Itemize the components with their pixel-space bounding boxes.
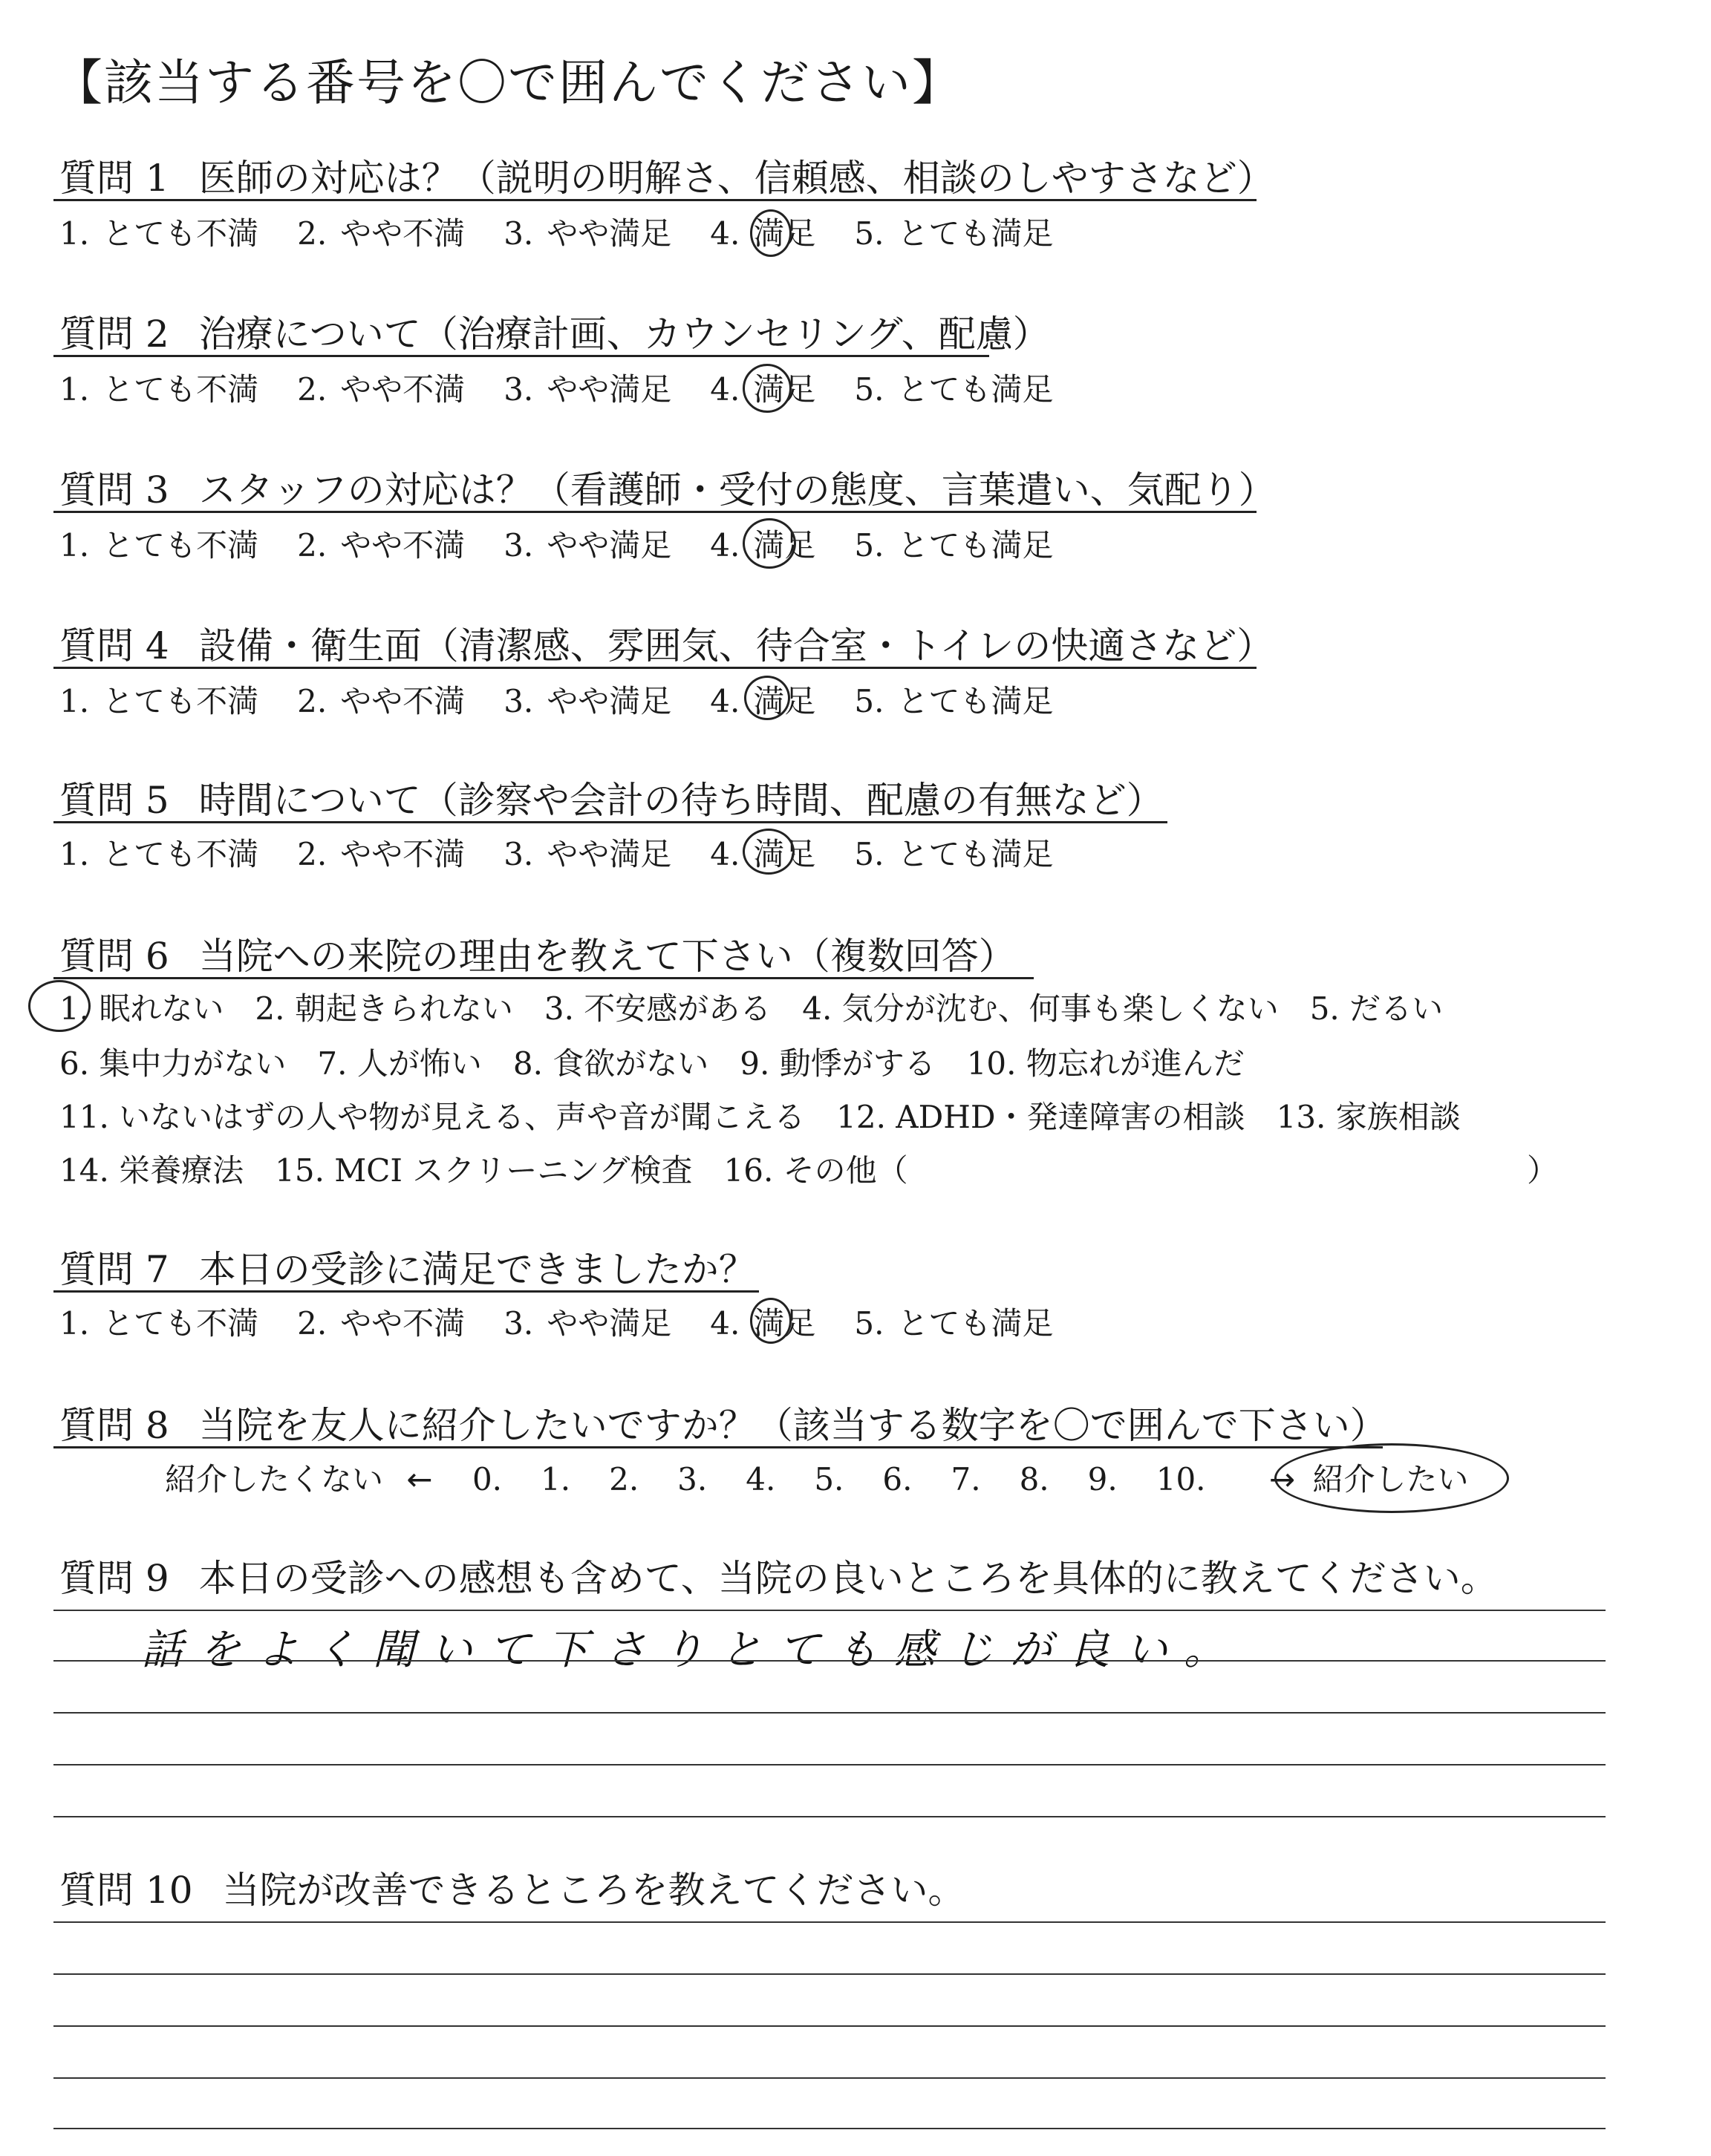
scale-option-number[interactable]: 4. [710,683,740,719]
question-4-text: 設備・衛生面（清潔感、雰囲気、待合室・トイレの快適さなど） [198,624,1274,667]
question-9-number: 質問 9 [59,1557,169,1600]
scale-option-label: 満足 [753,1305,816,1342]
scale-option-label: やや不満 [340,371,466,408]
answer-line [53,2077,1606,2079]
question-9 [59,1549,1498,1602]
scale-option-number[interactable]: 5. [854,371,884,408]
scale-option-label: やや満足 [547,527,672,564]
question-2-number: 質問 2 [59,313,169,356]
question-6-other-close: ） [1527,1152,1559,1189]
scale-option-label: 満足 [753,836,816,872]
question-10 [59,1861,965,1914]
scale-option-number[interactable]: 4. [710,371,740,408]
scale-option-label: とても満足 [897,527,1054,564]
scale-option-number[interactable]: 3. [503,371,534,408]
scale-option-label: やや不満 [340,215,466,252]
question-2-text: 治療について（治療計画、カウンセリング、配慮） [198,313,1050,356]
question-5 [59,771,1164,824]
question-3-number: 質問 3 [59,468,169,512]
question-8-scale-value[interactable]: 9. [1087,1461,1118,1497]
question-8-left-label: 紹介したくない [165,1461,384,1497]
scale-option-label: とても不満 [102,1305,259,1342]
scale-option-label: とても不満 [102,527,259,564]
scale-option-number[interactable]: 5. [854,527,884,564]
question-6 [59,927,1016,980]
question-8 [59,1396,1387,1449]
answer-line [53,1610,1606,1611]
scale-option-number[interactable]: 2. [297,215,327,252]
scale-option-number[interactable]: 3. [503,1305,534,1342]
question-5-underline [53,821,1167,823]
question-8-scale-value[interactable]: 2. [609,1461,639,1497]
question-1-answer-circle [750,209,792,257]
scale-option-label: やや満足 [547,215,672,252]
scale-option-number[interactable]: 1. [59,683,90,719]
scale-option-number[interactable]: 4. [710,836,740,872]
question-2-scale[interactable] [59,365,1092,410]
scale-option-label: とても不満 [102,215,259,252]
question-2-underline [53,355,989,357]
question-8-scale-value[interactable]: 1. [541,1461,571,1497]
scale-option-number[interactable]: 3. [503,836,534,872]
question-8-underline [53,1446,1383,1448]
scale-option-number[interactable]: 1. [59,1305,90,1342]
scale-option-label: とても満足 [897,215,1054,252]
question-4-underline [53,667,1257,669]
question-2-answer-circle [743,364,792,413]
answer-line [53,2128,1606,2129]
scale-option-label: とても不満 [102,371,259,408]
question-8-scale-value[interactable]: 8. [1019,1461,1049,1497]
scale-option-label: やや不満 [340,836,466,872]
question-7-answer-circle [750,1298,792,1344]
question-7-number: 質問 7 [59,1248,169,1291]
scale-option-label: とても満足 [897,683,1054,719]
question-7 [59,1240,756,1293]
question-7-scale[interactable] [59,1299,1092,1344]
question-8-scale-value[interactable]: 7. [951,1461,981,1497]
right-arrow-icon: → [1268,1461,1296,1497]
question-6-text: 当院への来院の理由を教えて下さい（複数回答） [198,935,1016,978]
scale-option-number[interactable]: 2. [297,836,327,872]
scale-option-number[interactable]: 4. [710,215,740,252]
question-8-scale-value[interactable]: 5. [814,1461,844,1497]
answer-line [53,1816,1606,1817]
question-8-scale-value[interactable]: 6. [882,1461,913,1497]
scale-option-number[interactable]: 3. [503,683,534,719]
question-8-answer-circle [1274,1443,1509,1513]
scale-option-number[interactable]: 1. [59,371,90,408]
question-6-answer-circle [28,980,91,1032]
scale-option-number[interactable]: 2. [297,1305,327,1342]
scale-option-number[interactable]: 2. [297,527,327,564]
scale-option-label: とても満足 [897,1305,1054,1342]
question-1-number: 質問 1 [59,157,169,200]
scale-option-label: やや不満 [340,1305,466,1342]
scale-option-number[interactable]: 5. [854,1305,884,1342]
scale-option-number[interactable]: 4. [710,1305,740,1342]
question-5-answer-circle [743,829,795,875]
question-1-text: 医師の対応は？（説明の明解さ、信頼感、相談のしやすさなど） [198,157,1274,200]
left-arrow-icon: ← [406,1461,433,1497]
question-5-number: 質問 5 [59,779,169,822]
question-8-text: 当院を友人に紹介したいですか？（該当する数字を〇で囲んで下さい） [198,1404,1387,1447]
question-8-right-label: 紹介したい [1312,1461,1469,1497]
scale-option-label: とても満足 [897,371,1054,408]
scale-option-label: とても満足 [897,836,1054,872]
question-8-scale-value[interactable]: 10. [1156,1461,1206,1497]
question-3 [59,460,1276,514]
scale-option-label: やや不満 [340,527,466,564]
scale-option-number[interactable]: 5. [854,683,884,719]
answer-line [53,1712,1606,1714]
question-1-underline [53,199,1257,201]
question-8-scale[interactable] [472,1461,1245,1497]
question-6-underline [53,977,1034,979]
scale-option-number[interactable]: 4. [710,527,740,564]
answer-line [53,1764,1606,1765]
question-4-scale[interactable] [59,677,1092,722]
scale-option-number[interactable]: 1. [59,527,90,564]
question-1 [59,148,1274,202]
question-5-text: 時間について（診察や会計の待ち時間、配慮の有無など） [198,779,1164,822]
scale-option-label: やや満足 [547,371,672,408]
scale-option-number[interactable]: 2. [297,371,327,408]
answer-line [53,1660,1606,1662]
question-2 [59,304,1050,358]
question-4-number: 質問 4 [59,624,169,667]
question-8-scale-value[interactable]: 3. [677,1461,708,1497]
question-3-scale[interactable] [59,521,1092,566]
question-10-text: 当院が改善できるところを教えてください。 [222,1869,965,1912]
scale-option-number[interactable]: 2. [297,683,327,719]
answer-line [53,1973,1606,1975]
question-8-scale-value[interactable]: 0. [472,1461,503,1497]
question-9-handwritten-answer[interactable]: 話をよく聞いて下さりとても感じが良い。 [141,1626,1242,1674]
scale-option-label: やや満足 [547,1305,672,1342]
scale-option-label: とても不満 [102,836,259,872]
question-8-scale-value[interactable]: 4. [746,1461,776,1497]
question-9-text: 本日の受診への感想も含めて、当院の良いところを具体的に教えてください。 [198,1557,1498,1600]
scale-option-number[interactable]: 1. [59,215,90,252]
question-8-number: 質問 8 [59,1404,169,1447]
scale-option-label: やや不満 [340,683,466,719]
scale-option-number[interactable]: 3. [503,527,534,564]
question-3-answer-circle [743,518,796,569]
question-6-number: 質問 6 [59,935,169,978]
scale-option-label: 満足 [753,371,816,408]
question-6-option-row-1[interactable]: 1. 眠れない 2. 朝起きられない 3. 不安感がある 4. 気分が沈む、何事も楽しくない 5. だるい [59,990,1444,1027]
question-7-underline [53,1290,759,1293]
answer-line [53,1921,1606,1923]
question-3-underline [53,511,1257,513]
question-4 [59,616,1274,670]
scale-option-label: とても不満 [102,683,259,719]
question-6-option-row-3[interactable]: 11. いないはずの人や物が見える、声や音が聞こえる 12. ADHD・発達障害の相談 13. 家族相談 [59,1099,1461,1135]
scale-option-number[interactable]: 5. [854,215,884,252]
question-10-number: 質問 10 [59,1869,193,1912]
question-4-answer-circle [744,676,790,720]
scale-option-number[interactable]: 5. [854,836,884,872]
question-6-option-row-4[interactable]: 14. 栄養療法 15. MCI スクリーニング検査 16. その他（ [59,1152,908,1189]
question-8-scale-row [165,1455,1468,1500]
question-3-text: スタッフの対応は？（看護師・受付の態度、言葉遣い、気配り） [198,468,1276,512]
scale-option-number[interactable]: 3. [503,215,534,252]
answer-line [53,2025,1606,2027]
scale-option-label: 満足 [753,215,816,252]
scale-option-label: 満足 [753,527,816,564]
question-1-scale[interactable] [59,209,1092,254]
question-5-scale[interactable] [59,830,1092,875]
scale-option-label: やや満足 [547,683,672,719]
scale-option-label: やや満足 [547,836,672,872]
scale-option-number[interactable]: 1. [59,836,90,872]
page-title: 【該当する番号を〇で囲んでください】 [53,54,962,111]
question-6-option-row-2[interactable]: 6. 集中力がない 7. 人が怖い 8. 食欲がない 9. 動悸がする 10. 物忘れが進んだ [59,1045,1245,1082]
scale-option-label: 満足 [753,683,816,719]
question-7-text: 本日の受診に満足できましたか？ [198,1248,756,1291]
